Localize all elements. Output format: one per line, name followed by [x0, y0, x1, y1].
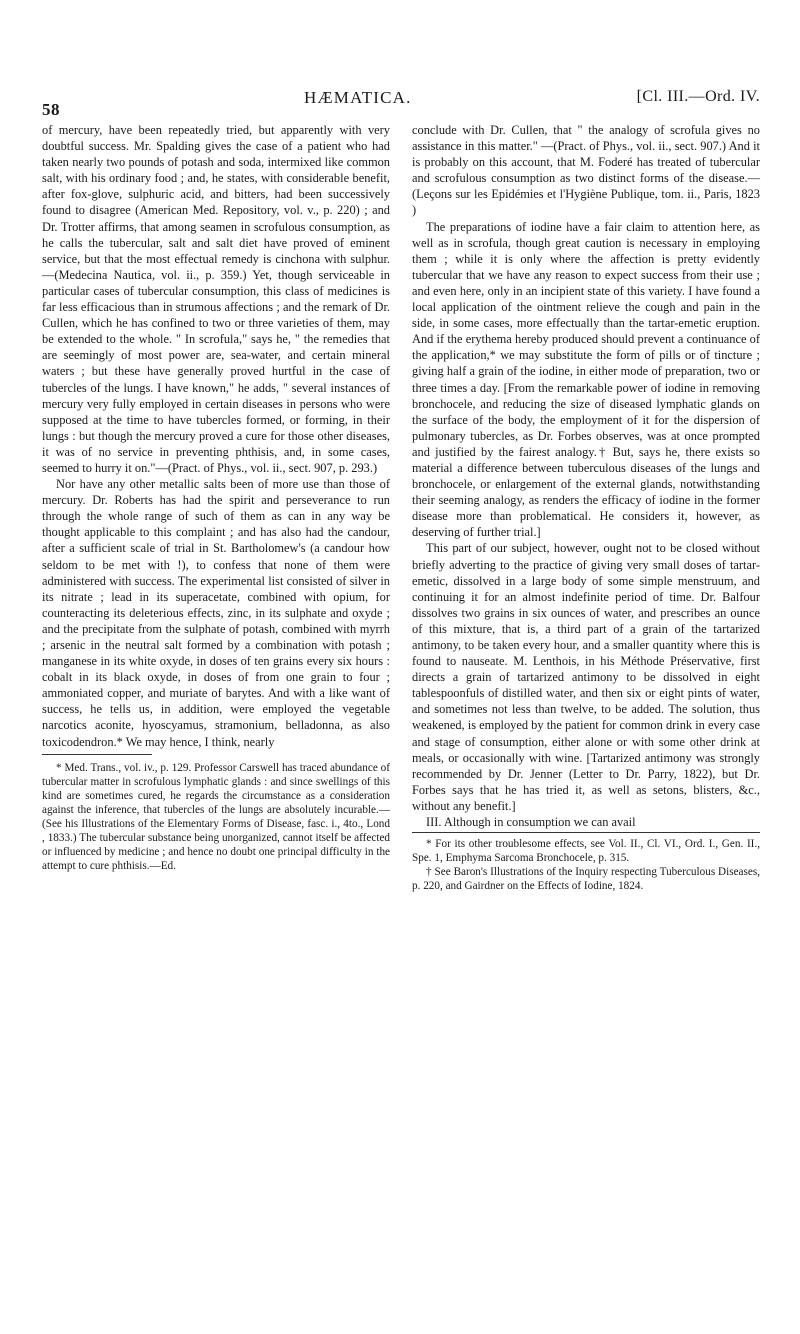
left-footnote: * Med. Trans., vol. iv., p. 129. Professor Carswell has traced abundance of tubercular matter in scrofulous lymphatic glands : and since swellings of this kind are sometimes cured, he regards the circumstance as a consideration against the inference, that tubercles of the lungs are absolutely incurable.—(See his Illustrations of the Elementary Forms of Disease, fasc. i., 4to., Lond , 1833.) The tubercular substance being unorganized, cannot itself be affected or influenced by medicine ; and hence no doubt one principal difficulty in the attempt to cure phthisis.—Ed.	[42, 761, 390, 873]
left-footnotes	[42, 761, 390, 874]
right-paragraph-2: The preparations of iodine have a fair claim to attention here, as well as in scrofula, though great caution is necessary in employing them ; while it is only where the affection is pretty evidently tubercular that we have any reason to expect success from their use ; and even here, only in an incipient state of this variety. I have found a local application of the ointment relieve the cough and pain in the side, in some cases, more effectually than the tartar-emetic eruption. And if the erythema hereby produced should prevent a continuance of the application,* we may substitute the form of pills or of tincture ; giving half a grain of the iodine, in either mode of preparation, two or three times a day. [From the remarkable power of iodine in removing bronchocele, and reducing the size of diseased lymphatic glands on the surface of the body, the employment of it for the dispersion of pulmonary tubercles, as Dr. Forbes observes, was at once prompted and justified by the fairest analogy.† But, says he, there exists so material a difference between tuberculous diseases of the lungs and bronchocele, or enlargement of the external glands, notwithstanding their seeming analogy, as renders the efficacy of iodine in the former disease more than problematical. He considers it, however, as deserving of further trial.]	[412, 219, 760, 540]
running-title: HÆMATICA.	[304, 88, 412, 107]
classification-label: [Cl. III.—Ord. IV.	[636, 88, 760, 105]
right-paragraph-3: This part of our subject, however, ought not to be closed without briefly adverting to the practice of giving very small doses of tartar-emetic, dissolved in a large body of some simple menstruum, and continuing it for an almost indefinite period of time. Dr. Balfour dissolves two grains in six ounces of water, and prescribes an ounce of this mixture, that is, a third part of a grain of the tartarized antimony, to be taken every hour, and a smaller quantity where this is found to nauseate. M. Lenthois, in his Méthode Préservative, first directs a grain of tartarized antimony to be dissolved in eight tablespoonfuls of distilled water, and then six or eight pints of water, and sometimes not less than twelve, to be added. The solution, thus weakened, is employed by the patient for common drink in every case and stage of consumption, either alone or with some other drink at meals, or occasionally with wine. [Tartarized antimony was strongly recommended by Dr. Jenner (Letter to Dr. Parry, 1822), but Dr. Forbes says that he has tried it, as well as setons, blisters, &c., without any benefit.]	[412, 541, 760, 813]
footnote-rule	[412, 832, 760, 833]
right-column	[412, 122, 760, 894]
left-column	[42, 122, 390, 894]
left-paragraph-2: Nor have any other metallic salts been of more use than those of mercury. Dr. Roberts has had the spirit and perseverance to run through the whole range of such of them as can in any way be thought applicable to this complaint ; and has also had the candour, after a sufficient scale of trial in St. Bartholomew's (a candour how seldom to be met with !), to confess that none of them were administered with success. The experimental list consisted of silver in its nitrate ; lead in its superacetate, combined with opium, for counteracting its deleterious effects, zinc, in its sulphate and oxyde ; and the precipitate from the sulphate of potash, combined with myrrh ; arsenic in the neutral salt formed by a combination with potash ; manganese in its white oxyde, in doses of ten grains every six hours : cobalt in its black oxyde, in doses of from one grain to four ; ammoniated copper, and muriate of barytes. And with a like want of success, he tells us, in addition, were employed the vegetable narcotics aconite, hyoscyamus, stramonium, belladonna, as also toxicodendron.* We may hence, I think, nearly	[42, 477, 390, 749]
page-header	[42, 88, 760, 119]
page-number: 58	[42, 100, 60, 119]
right-footnote-1: * For its other troublesome effects, see Vol. II., Cl. VI., Ord. I., Gen. II., Spe. 1, Emphyma Sarcoma Bronchocele, p. 315.	[412, 838, 760, 865]
right-paragraph-4: III. Although in consumption we can avail	[426, 815, 636, 830]
right-footnote-2: † See Baron's Illustrations of the Inquiry respecting Tuberculous Diseases, p. 220, and Gairdner on the Effects of Iodine, 1824.	[412, 866, 760, 893]
left-paragraph-1: of mercury, have been repeatedly tried, but apparently with very doubtful success. Mr. Spalding gives the case of a patient who had taken nearly two pounds of potash and soda, intermixed like common salt, with his ordinary food ; and, he states, with considerable benefit, after fox-glove, sulphuric acid, and bitters, had been successively found to disagree (American Med. Repository, vol. v., p. 220) ; and Dr. Trotter affirms, that among seamen in scrofulous consumption, as he calls the tubercular, salt and salt diet have proved of eminent service, but that the most effectual remedy is cinchona with sulphur.—(Medecina Nautica, vol. ii., p. 359.) Yet, though serviceable in particular cases of tubercular consumption, this class of medicines is far less efficacious than in strumous affections ; and the remark of Dr. Cullen, which he has confined to two or three varieties of them, may be extended to the whole. " In scrofula," says he, " the remedies that are seemingly of most power are, sea-water, and certain mineral waters ; but these have generally proved hurtful in the case of tubercles of the lungs. I have known," he adds, " several instances of mercury very fully employed in certain diseases in persons who were supposed at the time to have tubercles formed, or forming, in their lungs : but though the mercury proved a cure for those other diseases, it was of no service in preventing phthisis, and, in some cases, seemed to hurry it on."—(Pract. of Phys., vol. ii., sect. 907, p. 293.)	[42, 123, 390, 475]
footnote-rule	[42, 754, 152, 755]
right-paragraph-1: conclude with Dr. Cullen, that " the analogy of scrofula gives no assistance in this matter." —(Pract. of Phys., vol. ii., sect. 907.) And it is probably on this account, that M. Foderé has treated of tubercular and scrofulous consumption as two distinct forms of the disease.—(Leçons sur les Epidémies et l'Hygiène Publique, tom. ii., Paris, 1823 )	[412, 123, 760, 218]
text-columns	[42, 122, 760, 894]
right-footnotes	[412, 837, 760, 893]
